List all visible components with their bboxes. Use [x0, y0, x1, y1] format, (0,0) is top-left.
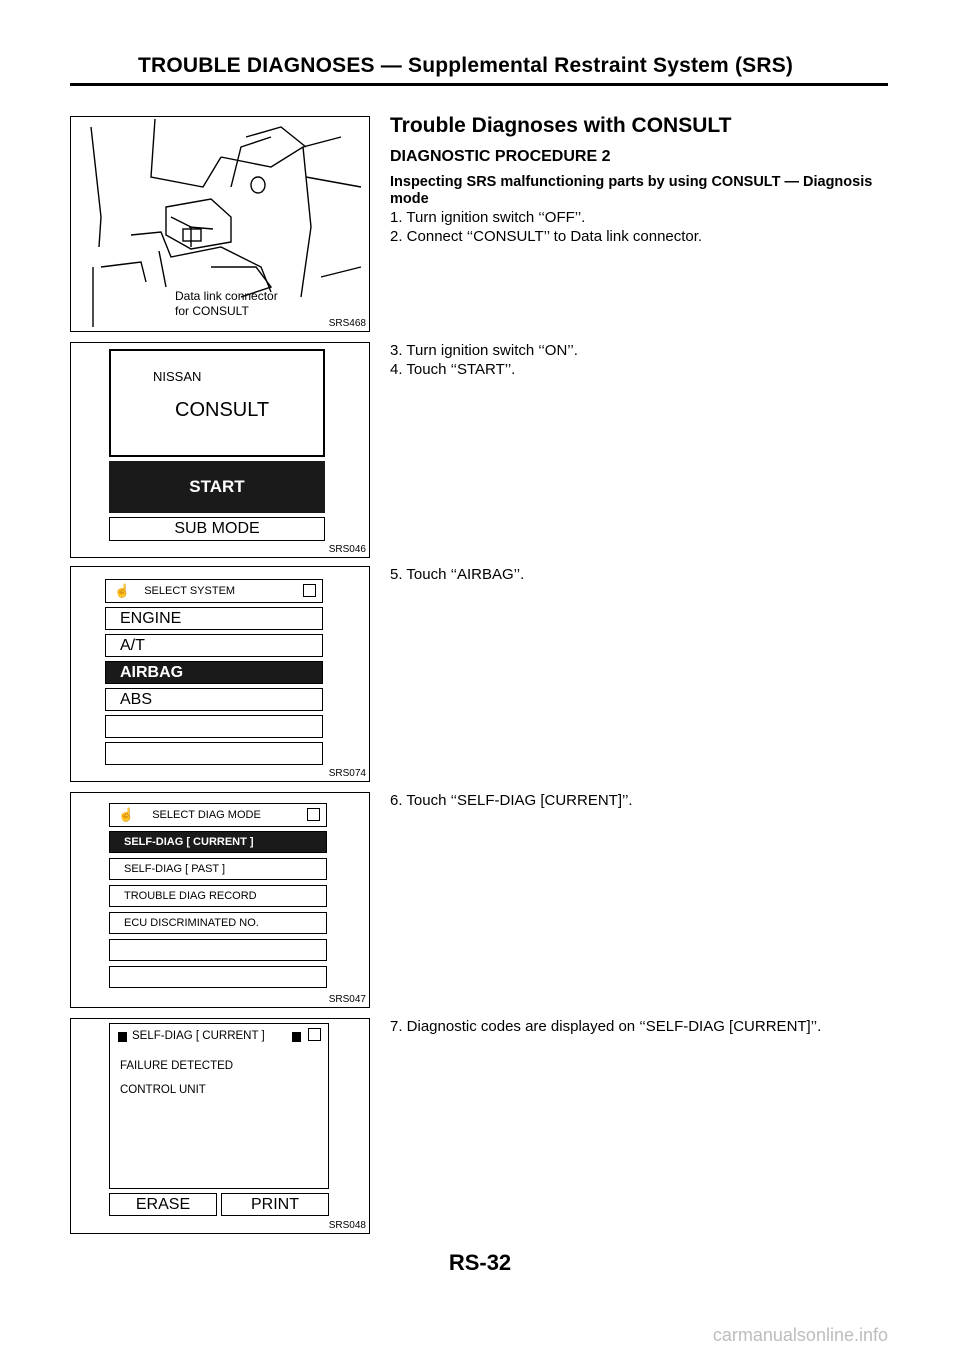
marker-square-icon	[118, 1032, 127, 1042]
select-diag-mode-header	[109, 803, 327, 827]
procedure-title: DIAGNOSTIC PROCEDURE 2	[390, 148, 611, 165]
step-item: 6. Touch ‘‘SELF-DIAG [CURRENT]’’.	[390, 792, 633, 809]
connector-label-line2: for CONSULT	[175, 304, 249, 318]
intro-text-block	[390, 114, 890, 246]
select-system-header	[105, 579, 323, 603]
menu-item-abs[interactable]: ABS	[105, 688, 323, 711]
select-system-title: SELECT SYSTEM	[144, 585, 236, 597]
brand-label: NISSAN	[153, 369, 202, 384]
step-item: 1. Turn ignition switch ‘‘OFF’’.	[390, 209, 586, 226]
watermark: carmanualsonline.info	[712, 1325, 888, 1345]
procedure-subtitle: Inspecting SRS malfunctioning parts by using CONSULT — Diagnosis mode	[390, 174, 873, 207]
menu-item-at[interactable]: A/T	[105, 634, 323, 657]
page-number: RS-32	[448, 1250, 512, 1275]
figure-select-system	[70, 566, 370, 782]
failure-detected-label: FAILURE DETECTED	[120, 1060, 234, 1072]
step-item: 5. Touch ‘‘AIRBAG’’.	[390, 566, 525, 583]
hand-pointer-icon: ☝	[114, 583, 131, 598]
page-header-title: TROUBLE DIAGNOSES — Supplemental Restraint System (SRS)	[138, 54, 794, 77]
menu-item-empty[interactable]	[109, 966, 327, 988]
steps-block-2	[390, 341, 890, 379]
steps-block-4	[390, 791, 890, 810]
figure-data-link-connector	[70, 116, 370, 332]
steps-block-3	[390, 565, 890, 584]
menu-item-engine[interactable]: ENGINE	[105, 607, 323, 630]
print-button[interactable]: PRINT	[221, 1193, 329, 1216]
menu-item-empty[interactable]	[105, 742, 323, 765]
checkbox-icon[interactable]	[307, 808, 320, 821]
figure-id: SRS468	[328, 318, 366, 329]
step-item: 7. Diagnostic codes are displayed on ‘‘SELF-DIAG [CURRENT]’’.	[390, 1018, 822, 1035]
checkbox-icon[interactable]	[303, 584, 316, 597]
figure-id: SRS046	[328, 544, 366, 555]
figure-id: SRS048	[328, 1220, 366, 1231]
menu-item-trouble-diag-record[interactable]: TROUBLE DIAG RECORD	[109, 885, 327, 907]
result-header-title: SELF-DIAG [ CURRENT ]	[132, 1030, 265, 1042]
consult-screen-panel	[109, 349, 325, 457]
control-unit-label: CONTROL UNIT	[120, 1084, 206, 1096]
result-screen-panel	[109, 1023, 329, 1189]
sub-mode-button[interactable]: SUB MODE	[109, 517, 325, 541]
step-item: 2. Connect ‘‘CONSULT’’ to Data link connector.	[390, 228, 703, 245]
hand-pointer-icon: ☝	[118, 807, 135, 822]
figure-id: SRS074	[328, 768, 366, 779]
menu-item-empty[interactable]	[109, 939, 327, 961]
product-label: CONSULT	[175, 399, 270, 421]
menu-item-self-diag-current[interactable]: SELF-DIAG [ CURRENT ]	[109, 831, 327, 853]
start-button[interactable]: START	[109, 461, 325, 513]
section-title: Trouble Diagnoses with CONSULT	[390, 114, 732, 137]
checkbox-icon[interactable]	[308, 1028, 321, 1041]
marker-square-icon	[292, 1032, 301, 1042]
figure-consult-start-screen	[70, 342, 370, 558]
select-diag-mode-title: SELECT DIAG MODE	[152, 809, 261, 821]
figure-self-diag-current	[70, 1018, 370, 1234]
figure-select-diag-mode	[70, 792, 370, 1008]
step-item: 3. Turn ignition switch ‘‘ON’’.	[390, 342, 578, 359]
step-item: 4. Touch ‘‘START’’.	[390, 361, 516, 378]
erase-button[interactable]: ERASE	[109, 1193, 217, 1216]
header-rule	[70, 83, 888, 86]
connector-label-line1: Data link connector	[175, 289, 278, 303]
steps-block-5	[390, 1017, 890, 1036]
menu-item-airbag[interactable]: AIRBAG	[105, 661, 323, 684]
menu-item-self-diag-past[interactable]: SELF-DIAG [ PAST ]	[109, 858, 327, 880]
menu-item-empty[interactable]	[105, 715, 323, 738]
menu-item-ecu-discriminated-no[interactable]: ECU DISCRIMINATED NO.	[109, 912, 327, 934]
figure-id: SRS047	[328, 994, 366, 1005]
